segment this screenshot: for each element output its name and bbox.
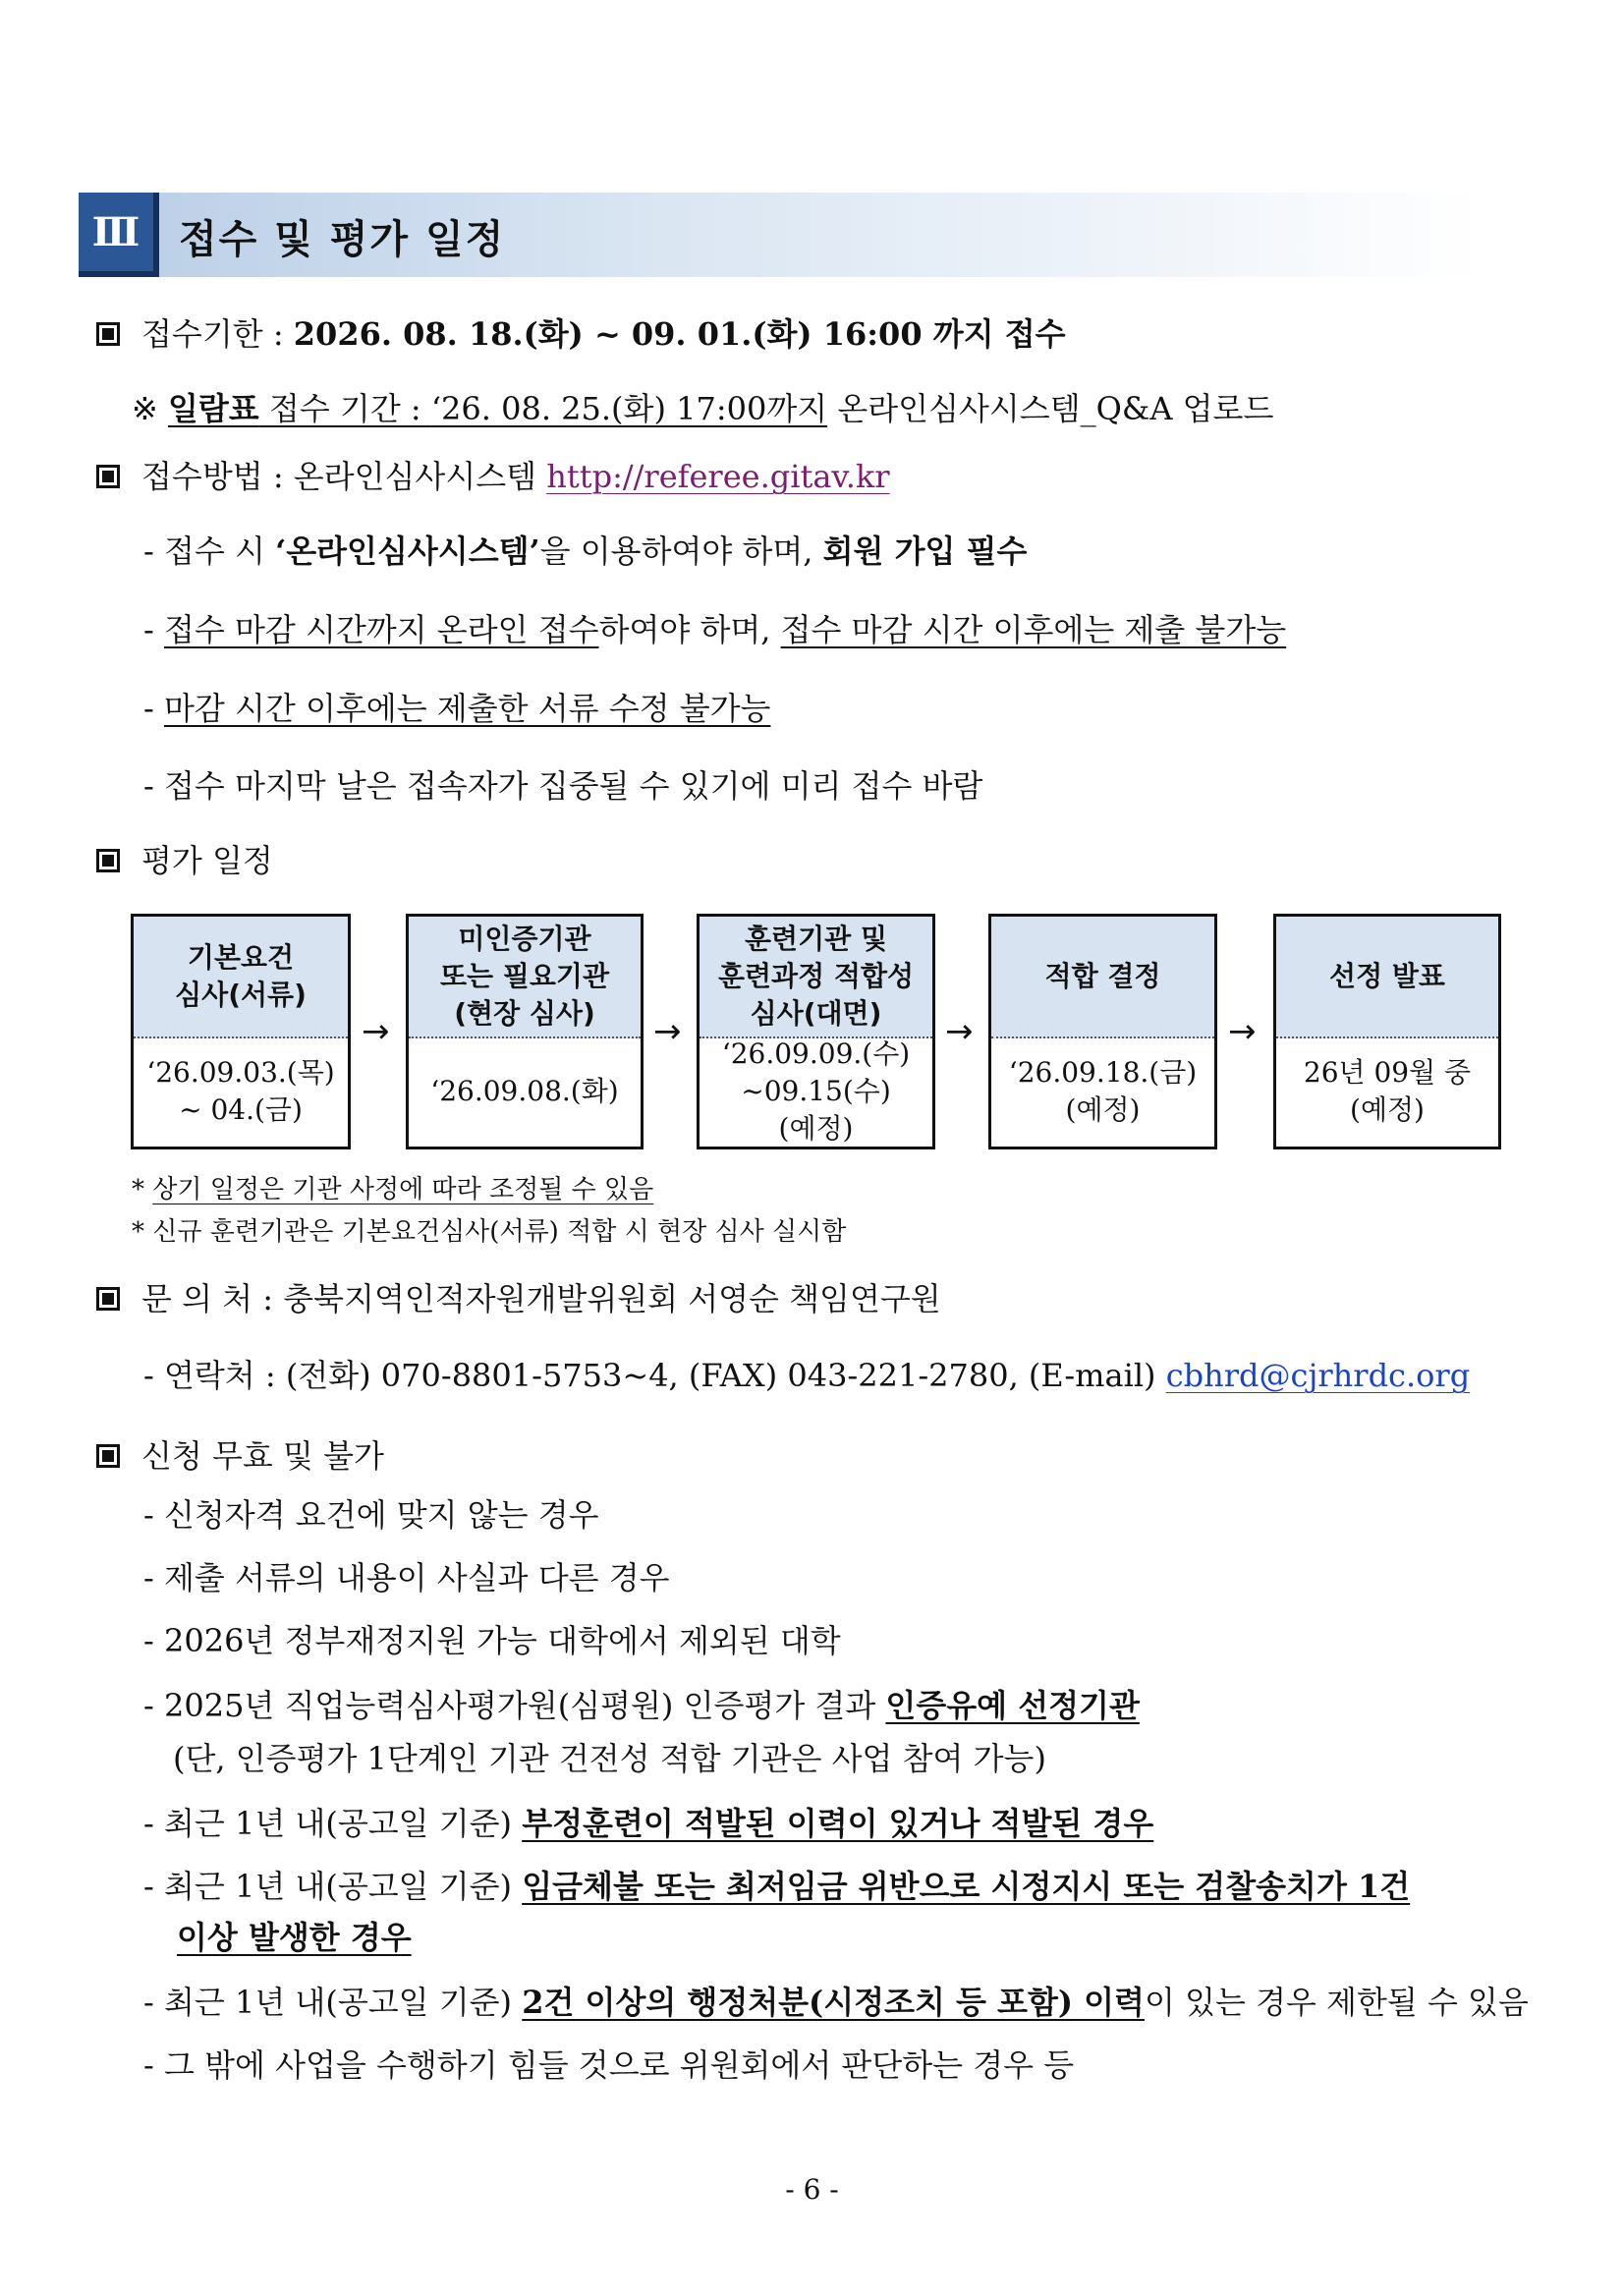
eval-note-1 xyxy=(132,1169,653,1205)
contact-phone: - 연락처 : (전화) 070-8801-5753~4, (FAX) 043-221-2780, (E-mail) xyxy=(143,1357,1166,1394)
contact-line xyxy=(96,1279,941,1318)
method-item-2-u2: 접수 마감 시간 이후에는 제출 불가능 xyxy=(780,611,1287,648)
invalid-item-7-post: 이 있는 경우 제한될 수 있음 xyxy=(1144,1984,1529,2021)
method-label: 접수방법 : 온라인심사시스템 xyxy=(141,458,547,495)
method-item-1-strong2: 회원 가입 필수 xyxy=(822,532,1028,570)
method-item-1 xyxy=(143,532,1027,571)
eval-note-2-text: 신규 훈련기관은 기본요건심사(서류) 적합 시 현장 심사 실시함 xyxy=(152,1217,847,1247)
flow-step-date: 26년 09월 중 (예정) xyxy=(1303,1056,1472,1126)
method-item-1-mid: 을 이용하여야 하며, xyxy=(539,532,823,570)
contact-email-link[interactable]: cbhrd@cjrhrdc.org xyxy=(1165,1357,1471,1394)
contact-phone-line xyxy=(143,1356,1470,1395)
checkbox-square-icon xyxy=(96,322,120,346)
invalid-item-7 xyxy=(143,1983,1529,2022)
section-title: 접수 및 평가 일정 xyxy=(179,217,506,262)
invalid-line xyxy=(96,1436,384,1476)
eval-note-2 xyxy=(132,1211,846,1248)
method-item-3-pre: - xyxy=(143,690,164,727)
flow-step-title: 선정 발표 xyxy=(1276,917,1498,1038)
summary-post: 온라인심사시스템_Q&A 업로드 xyxy=(827,390,1274,427)
invalid-item-6-emph: 임금체불 또는 최저임금 위반으로 시정지시 또는 검찰송치가 1건 xyxy=(522,1868,1411,1905)
reference-mark: ※ xyxy=(132,390,158,427)
method-item-2-mid: 하여야 하며, xyxy=(598,611,781,648)
flow-step xyxy=(406,914,644,1149)
invalid-item-5-pre: - 최근 1년 내(공고일 기준) xyxy=(143,1805,523,1842)
method-item-2 xyxy=(143,610,1286,649)
checkbox-square-icon xyxy=(96,1444,120,1468)
invalid-item-2: - 제출 서류의 내용이 사실과 다른 경우 xyxy=(143,1559,670,1596)
invalid-item-5 xyxy=(143,1804,1153,1843)
flow-step xyxy=(988,914,1217,1149)
deadline-value: 2026. 08. 18.(화) ~ 09. 01.(화) 16:00 까지 접수 xyxy=(293,315,1066,353)
flow-step-title: 적합 결정 xyxy=(991,917,1214,1038)
method-item-4: - 접수 마지막 날은 접속자가 집중될 수 있기에 미리 접수 바람 xyxy=(143,767,983,805)
invalid-item-4-pre: - 2025년 직업능력심사평가원(심평원) 인증평가 결과 xyxy=(143,1687,886,1724)
deadline-label: 접수기한 : xyxy=(141,315,294,353)
flow-step-title: 미인증기관 또는 필요기관 (현장 심사) xyxy=(409,917,641,1038)
checkbox-square-icon xyxy=(96,1287,120,1311)
method-item-2-u1: 접수 마감 시간까지 온라인 접수 xyxy=(163,611,599,648)
flow-arrow-icon: → xyxy=(945,1012,974,1051)
flow-step xyxy=(697,914,935,1149)
invalid-item-4-emph: 인증유예 선정기관 xyxy=(885,1687,1140,1724)
flow-step-date: ‘26.09.08.(화) xyxy=(430,1075,619,1107)
invalid-item-4 xyxy=(143,1686,1140,1725)
invalid-item-6 xyxy=(143,1867,1410,1906)
invalid-item-5-emph: 부정훈련이 적발된 이력이 있거나 적발된 경우 xyxy=(522,1805,1154,1842)
contact-label: 문 의 처 : 충북지역인적자원개발위원회 서영순 책임연구원 xyxy=(141,1280,941,1317)
referee-link[interactable]: http://referee.gitav.kr xyxy=(546,458,890,495)
invalid-label: 신청 무효 및 불가 xyxy=(141,1437,384,1475)
invalid-item-7-emph: 2건 이상의 행정처분(시정조치 등 포함) 이력 xyxy=(522,1984,1145,2021)
flow-step-date: ‘26.09.09.(수) ~09.15(수) (예정) xyxy=(721,1037,911,1145)
method-item-1-pre: - 접수 시 xyxy=(143,532,276,570)
flow-step-date: ‘26.09.03.(목) ~ 04.(금) xyxy=(146,1056,335,1126)
flow-arrow-icon: → xyxy=(1228,1012,1257,1051)
flow-step-date: ‘26.09.18.(금) (예정) xyxy=(1008,1056,1198,1126)
page-number: - 6 - xyxy=(785,2173,839,2206)
eval-line xyxy=(96,841,273,880)
invalid-item-8: - 그 밖에 사업을 수행하기 힘들 것으로 위원회에서 판단하는 경우 등 xyxy=(143,2046,1075,2084)
invalid-item-6-cont xyxy=(177,1918,412,1957)
flow-step xyxy=(1273,914,1501,1149)
deadline-line xyxy=(96,314,1066,354)
eval-note-1-text: 상기 일정은 기관 사정에 따라 조정될 수 있음 xyxy=(152,1175,654,1204)
section-number: Ⅲ xyxy=(79,193,159,277)
method-line xyxy=(96,457,890,496)
note-mark: * xyxy=(132,1217,144,1247)
checkbox-square-icon xyxy=(96,465,120,488)
flow-step xyxy=(131,914,351,1149)
invalid-item-4-note: (단, 인증평가 1단계인 기관 건전성 적합 기관은 사업 참여 가능) xyxy=(173,1740,1046,1777)
summary-label: 일람표 xyxy=(167,390,259,427)
method-item-2-pre: - xyxy=(143,611,164,648)
invalid-item-3: - 2026년 정부재정지원 가능 대학에서 제외된 대학 xyxy=(143,1622,841,1659)
summary-pre: 접수 기간 : xyxy=(258,390,431,427)
note-mark: * xyxy=(132,1175,144,1204)
flow-arrow-icon: → xyxy=(653,1012,682,1051)
summary-line xyxy=(132,389,1273,428)
invalid-item-6-pre: - 최근 1년 내(공고일 기준) xyxy=(143,1868,523,1905)
method-item-3 xyxy=(143,689,770,728)
invalid-item-1: - 신청자격 요건에 맞지 않는 경우 xyxy=(143,1496,599,1534)
summary-date: ‘26. 08. 25.(화) 17:00까지 xyxy=(430,390,828,427)
checkbox-square-icon xyxy=(96,849,120,872)
invalid-item-7-pre: - 최근 1년 내(공고일 기준) xyxy=(143,1984,523,2021)
method-item-1-strong: ‘온라인심사시스템’ xyxy=(275,532,540,570)
method-item-3-u1: 마감 시간 이후에는 제출한 서류 수정 불가능 xyxy=(163,690,771,727)
invalid-item-6-emph2: 이상 발생한 경우 xyxy=(177,1919,412,1956)
flow-step-title: 훈련기관 및 훈련과정 적합성 심사(대면) xyxy=(700,917,932,1038)
flow-arrow-icon: → xyxy=(362,1012,390,1051)
flow-step-title: 기본요건 심사(서류) xyxy=(134,917,348,1038)
eval-label: 평가 일정 xyxy=(141,842,273,879)
